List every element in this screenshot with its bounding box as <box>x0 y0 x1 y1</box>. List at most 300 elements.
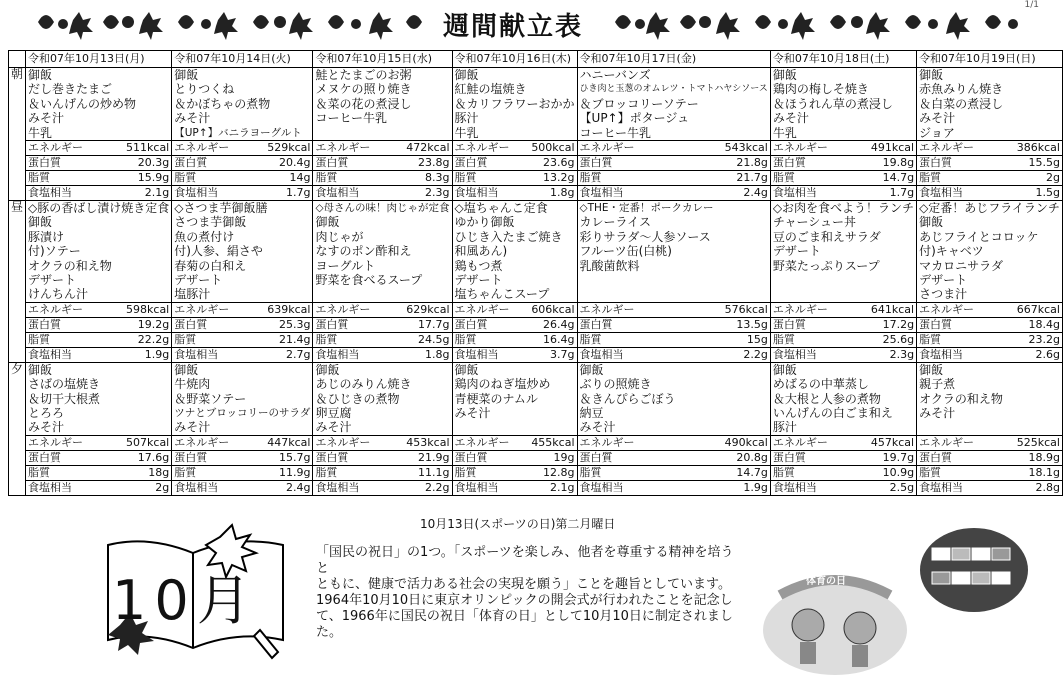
nutrient-label: エネルギー <box>452 141 516 156</box>
menu-item: 野菜を食べるスープ <box>315 272 423 287</box>
menu-item: ◇母さんの味！肉じゃが定食 <box>315 202 450 214</box>
nutrient-value: 606kcal <box>516 302 577 317</box>
nutrient-label: エネルギー <box>770 141 841 156</box>
menu-item: デザート <box>28 272 77 287</box>
nutrient-value: 17.6g <box>99 450 172 465</box>
menu-item: とりつくね <box>174 82 235 97</box>
nutrient-label: 脂質 <box>172 332 240 347</box>
nutrient-label: 食塩相当 <box>917 347 987 362</box>
nutrient-value: 21.8g <box>670 156 770 171</box>
nutrient-value: 453kcal <box>380 435 452 450</box>
nutrient-label: 蛋白質 <box>172 317 240 332</box>
menu-item: フルーツ缶(白桃) <box>579 244 672 259</box>
date-header: 令和07年10月16日(木) <box>452 51 577 68</box>
nutrient-label: 蛋白質 <box>26 450 100 465</box>
nutrient-label: 食塩相当 <box>577 480 670 495</box>
date-header: 令和07年10月18日(土) <box>770 51 916 68</box>
nutrient-label: 脂質 <box>26 171 100 186</box>
date-header-row <box>9 51 1063 68</box>
nutrient-value: 1.7g <box>240 186 313 201</box>
nutrient-value: 490kcal <box>670 435 770 450</box>
menu-item: なすのポン酢和え <box>315 244 412 259</box>
menu-item: ＆白菜の煮浸し <box>919 96 1004 111</box>
menu-item: デザート <box>174 272 223 287</box>
dinner-nutrient-row <box>9 435 1063 450</box>
menu-item: ぶりの照焼き <box>579 377 652 392</box>
corner-cell <box>9 51 26 68</box>
menu-item: 御飯 <box>28 68 53 82</box>
menu-item: 鶏肉の梅しそ焼き <box>772 82 869 97</box>
dinner-menu-cell <box>917 362 1063 435</box>
lunch-menu-cell <box>172 201 313 303</box>
dinner-menu-cell <box>26 362 172 435</box>
menu-item: 和風あん) <box>454 244 508 259</box>
nutrient-label: エネルギー <box>917 435 987 450</box>
nutrient-value: 3.7g <box>516 347 577 362</box>
nutrient-value: 1.7g <box>841 186 917 201</box>
holiday-line: ともに、健康で活力ある社会の実現を願う」ことを趣旨としています。 <box>316 577 731 592</box>
lunch-nutrient-row <box>9 332 1063 347</box>
nutrient-label: 食塩相当 <box>770 347 841 362</box>
nutrient-value: 21.4g <box>240 332 313 347</box>
lunch-menu-cell <box>577 201 770 303</box>
menu-item: 【UP↑】ポタージュ <box>579 111 690 126</box>
nutrient-label: エネルギー <box>577 302 670 317</box>
nutrient-label: 脂質 <box>577 171 670 186</box>
menu-item: 塩豚汁 <box>174 287 211 302</box>
menu-item: ◇THE・定番！ポークカレー <box>579 202 714 214</box>
nutrient-label: 蛋白質 <box>577 450 670 465</box>
nutrient-value: 2.4g <box>240 480 313 495</box>
nutrient-value: 457kcal <box>841 435 917 450</box>
menu-item: 牛乳 <box>454 125 479 140</box>
nutrient-value: 14.7g <box>841 171 917 186</box>
nutrient-label: エネルギー <box>577 141 670 156</box>
menu-item: 青梗菜のナムル <box>454 391 538 406</box>
nutrient-label: エネルギー <box>452 435 516 450</box>
menu-item: 野菜たっぷりスープ <box>772 258 880 273</box>
nutrient-label: 脂質 <box>26 332 100 347</box>
nutrient-label: 脂質 <box>172 465 240 480</box>
nutrient-label: 脂質 <box>313 465 381 480</box>
menu-item: ＆ブロッコリーソテー <box>579 96 699 111</box>
meal-period-label: 夕 <box>9 362 26 495</box>
flags-decoration <box>918 520 1030 615</box>
nutrient-value: 21.7g <box>670 171 770 186</box>
nutrient-value: 20.4g <box>240 156 313 171</box>
menu-item: みそ汁 <box>174 111 211 126</box>
nutrient-value: 18.4g <box>987 317 1063 332</box>
menu-item: 御飯 <box>772 362 797 377</box>
nutrient-value: 15.9g <box>99 171 172 186</box>
nutrient-value: 14.7g <box>670 465 770 480</box>
menu-item: 春菊の白和え <box>174 258 247 273</box>
menu-item: みそ汁 <box>919 405 956 420</box>
menu-item: ◇塩ちゃんこ定食 <box>454 201 548 215</box>
nutrient-label: 食塩相当 <box>26 480 100 495</box>
dinner-menu-cell <box>172 362 313 435</box>
meal-period-label: 昼 <box>9 201 26 363</box>
menu-item: メヌケの照り焼き <box>315 82 412 97</box>
nutrient-value: 2.8g <box>987 480 1063 495</box>
nutrient-value: 639kcal <box>240 302 313 317</box>
nutrient-label: エネルギー <box>172 435 240 450</box>
menu-item: 御飯 <box>919 362 944 377</box>
nutrient-value: 1.5g <box>987 186 1063 201</box>
menu-item: ＆いんげんの炒め物 <box>28 96 137 111</box>
nutrient-label: 蛋白質 <box>26 317 100 332</box>
menu-item: みそ汁 <box>174 420 211 435</box>
lunch-menu-cell <box>452 201 577 303</box>
nutrient-value: 641kcal <box>841 302 917 317</box>
menu-item: ヨーグルト <box>315 258 376 273</box>
nutrient-value: 23.8g <box>380 156 452 171</box>
menu-item: ひき肉と玉葱のオムレツ・トマトハヤシソース <box>579 84 768 95</box>
menu-item: ＆切干大根煮 <box>28 391 101 406</box>
nutrient-value: 386kcal <box>987 141 1063 156</box>
nutrient-label: エネルギー <box>313 302 381 317</box>
nutrient-value: 17.7g <box>380 317 452 332</box>
nutrient-value: 491kcal <box>841 141 917 156</box>
nutrient-value: 12.8g <box>516 465 577 480</box>
dinner-menu-row <box>9 362 1063 435</box>
dinner-menu-cell <box>577 362 770 435</box>
month-label: 10月 <box>112 569 259 632</box>
nutrient-value: 19.8g <box>841 156 917 171</box>
nutrient-label: エネルギー <box>172 302 240 317</box>
menu-item: 牛焼肉 <box>174 377 211 392</box>
menu-item: 御飯 <box>919 68 944 82</box>
nutrient-label: 脂質 <box>770 332 841 347</box>
nutrient-value: 20.8g <box>670 450 770 465</box>
nutrient-value: 576kcal <box>670 302 770 317</box>
page-title: 週間献立表 <box>442 12 583 42</box>
menu-item: いんげんの白ごま和え <box>772 405 893 420</box>
menu-item: ◇定番！あじフライランチ <box>919 201 1060 215</box>
nutrient-value: 447kcal <box>240 435 313 450</box>
lunch-menu-cell <box>26 201 172 303</box>
breakfast-menu-cell <box>770 68 916 141</box>
menu-item: 付)人参、絹さや <box>174 244 263 259</box>
nutrient-label: 食塩相当 <box>452 347 516 362</box>
menu-item: 紅鮭の塩焼き <box>454 82 527 97</box>
menu-item: みそ汁 <box>28 420 65 435</box>
menu-item: みそ汁 <box>315 420 352 435</box>
nutrient-label: 食塩相当 <box>452 480 516 495</box>
menu-item: 御飯 <box>772 68 797 82</box>
nutrient-value: 15g <box>670 332 770 347</box>
menu-item: ＆かぼちゃの煮物 <box>174 96 271 111</box>
nutrient-label: 蛋白質 <box>313 317 381 332</box>
menu-item: 親子煮 <box>919 377 956 392</box>
nutrient-label: エネルギー <box>770 435 841 450</box>
nutrient-value: 1.9g <box>99 347 172 362</box>
nutrient-value: 13.2g <box>516 171 577 186</box>
breakfast-menu-cell <box>26 68 172 141</box>
nutrient-label: 脂質 <box>452 332 516 347</box>
menu-item: みそ汁 <box>919 111 956 126</box>
nutrient-label: 食塩相当 <box>313 186 381 201</box>
nutrient-value: 2.1g <box>516 480 577 495</box>
nutrient-value: 2.4g <box>670 186 770 201</box>
banner-text: 体育の日 <box>806 576 846 587</box>
nutrient-value: 19g <box>516 450 577 465</box>
nutrient-label: 蛋白質 <box>770 317 841 332</box>
dinner-nutrient-row <box>9 465 1063 480</box>
breakfast-menu-cell <box>172 68 313 141</box>
page-number: 1/1 <box>1024 0 1039 10</box>
menu-item: 御飯 <box>315 215 340 230</box>
menu-item: 御飯 <box>174 68 199 82</box>
menu-item: ハニーバンズ <box>579 68 651 82</box>
nutrient-label: 蛋白質 <box>452 317 516 332</box>
nutrient-value: 2.2g <box>670 347 770 362</box>
nutrient-value: 22.2g <box>99 332 172 347</box>
menu-item: みそ汁 <box>28 111 65 126</box>
menu-item: ツナとブロッコリーのサラダ <box>174 406 311 419</box>
nutrient-label: 脂質 <box>452 171 516 186</box>
nutrient-value: 24.5g <box>380 332 452 347</box>
nutrient-value: 2.3g <box>841 347 917 362</box>
nutrient-value: 19.2g <box>99 317 172 332</box>
menu-item: みそ汁 <box>454 405 491 420</box>
menu-item: みそ汁 <box>579 420 616 435</box>
menu-item: デザート <box>772 244 821 259</box>
nutrient-label: 食塩相当 <box>917 480 987 495</box>
nutrient-label: エネルギー <box>26 141 100 156</box>
nutrient-label: 蛋白質 <box>577 156 670 171</box>
menu-item: あじフライとコロッケ <box>919 229 1039 244</box>
menu-item: だし巻きたまご <box>28 82 113 97</box>
menu-item: オクラの和え物 <box>28 258 112 273</box>
nutrient-value: 507kcal <box>99 435 172 450</box>
nutrient-value: 25.6g <box>841 332 917 347</box>
nutrient-label: 食塩相当 <box>26 186 100 201</box>
nutrient-label: 食塩相当 <box>452 186 516 201</box>
nutrient-value: 19.7g <box>841 450 917 465</box>
nutrient-value: 2g <box>99 480 172 495</box>
nutrient-value: 18g <box>99 465 172 480</box>
menu-item: デザート <box>919 272 968 287</box>
nutrient-label: エネルギー <box>26 435 100 450</box>
date-header: 令和07年10月13日(月) <box>26 51 172 68</box>
nutrient-label: エネルギー <box>917 141 987 156</box>
nutrient-label: 脂質 <box>26 465 100 480</box>
menu-item: 御飯 <box>174 362 199 377</box>
nutrient-value: 18.1g <box>987 465 1063 480</box>
menu-item: 納豆 <box>579 405 604 420</box>
header <box>0 0 1041 48</box>
nutrient-value: 10.9g <box>841 465 917 480</box>
nutrient-label: 脂質 <box>577 332 670 347</box>
breakfast-menu-cell <box>313 68 452 141</box>
nutrient-label: 脂質 <box>452 465 516 480</box>
nutrient-value: 11.1g <box>380 465 452 480</box>
nutrient-label: 蛋白質 <box>917 450 987 465</box>
menu-item: 御飯 <box>28 215 53 230</box>
nutrient-label: 脂質 <box>313 332 381 347</box>
holiday-line: 「国民の祝日」の1つ。「スポーツを楽しみ、他者を尊重する精神を培うと <box>316 545 734 576</box>
menu-item: ひじき入たまご焼き <box>454 229 563 244</box>
nutrient-label: 食塩相当 <box>172 347 240 362</box>
nutrient-label: エネルギー <box>577 435 670 450</box>
nutrient-label: 脂質 <box>770 465 841 480</box>
menu-item: 塩ちゃんこスープ <box>454 287 550 302</box>
nutrient-value: 15.7g <box>240 450 313 465</box>
nutrient-value: 543kcal <box>670 141 770 156</box>
nutrient-value: 26.4g <box>516 317 577 332</box>
breakfast-menu-cell <box>917 68 1063 141</box>
menu-item: あじのみりん焼き <box>315 377 412 392</box>
menu-item: 肉じゃが <box>315 229 364 244</box>
breakfast-menu-row <box>9 68 1063 141</box>
nutrient-value: 2g <box>987 171 1063 186</box>
menu-item: 御飯 <box>454 68 479 82</box>
nutrient-label: 蛋白質 <box>917 156 987 171</box>
menu-item: みそ汁 <box>772 111 809 126</box>
nutrient-value: 629kcal <box>380 302 452 317</box>
leaf-garland-icon <box>28 2 428 42</box>
nutrient-label: 脂質 <box>577 465 670 480</box>
lunch-nutrient-row <box>9 302 1063 317</box>
holiday-line: た。 <box>316 625 343 640</box>
menu-item: 牛乳 <box>28 125 53 140</box>
nutrient-label: 蛋白質 <box>313 450 381 465</box>
nutrient-value: 13.5g <box>670 317 770 332</box>
nutrient-value: 21.9g <box>380 450 452 465</box>
menu-item: めばるの中華蒸し <box>772 377 869 392</box>
nutrient-label: エネルギー <box>313 435 381 450</box>
nutrient-label: 蛋白質 <box>770 450 841 465</box>
nutrient-label: 脂質 <box>917 171 987 186</box>
menu-item: 赤魚みりん焼き <box>919 82 1004 97</box>
menu-item: コーヒー牛乳 <box>579 125 652 140</box>
nutrient-label: 脂質 <box>917 332 987 347</box>
nutrient-value: 1.9g <box>670 480 770 495</box>
breakfast-nutrient-row <box>9 156 1063 171</box>
holiday-line: て、1966年に国民の祝日「体育の日」として10月10日に制定されまし <box>316 609 733 624</box>
nutrient-label: エネルギー <box>770 302 841 317</box>
nutrient-label: 脂質 <box>917 465 987 480</box>
nutrient-value: 8.3g <box>380 171 452 186</box>
nutrient-label: 蛋白質 <box>26 156 100 171</box>
nutrient-label: 食塩相当 <box>172 186 240 201</box>
nutrient-label: 食塩相当 <box>26 347 100 362</box>
date-header: 令和07年10月15日(水) <box>313 51 452 68</box>
lunch-menu-row <box>9 201 1063 303</box>
weekly-menu-table <box>8 50 1063 496</box>
nutrient-value: 2.7g <box>240 347 313 362</box>
menu-item: ◇お肉を食べよう！ランチ <box>772 201 915 215</box>
lunch-menu-cell <box>313 201 452 303</box>
menu-item: 彩りサラダ～人参ソース <box>579 229 711 244</box>
menu-item: ◇さつま芋御飯膳 <box>174 201 268 215</box>
nutrient-label: エネルギー <box>172 141 240 156</box>
menu-item: ＆きんぴらごぼう <box>579 391 676 406</box>
holiday-line: 1964年10月10日に東京オリンピックの開会式が行われたことを記念し <box>316 593 733 608</box>
nutrient-label: 蛋白質 <box>577 317 670 332</box>
nutrient-value: 500kcal <box>516 141 577 156</box>
menu-item: デザート <box>454 272 503 287</box>
menu-item: 付)キャベツ <box>919 244 984 259</box>
nutrient-value: 23.6g <box>516 156 577 171</box>
nutrient-value: 455kcal <box>516 435 577 450</box>
nutrient-label: 食塩相当 <box>313 480 381 495</box>
nutrient-label: 食塩相当 <box>770 186 841 201</box>
menu-item: 鶏肉のねぎ塩炒め <box>454 377 551 392</box>
menu-item: 鮭とたまごのお粥 <box>315 68 412 82</box>
menu-item: ゆかり御飯 <box>454 215 515 230</box>
menu-item: 乳酸菌飲料 <box>579 258 640 273</box>
date-header: 令和07年10月17日(金) <box>577 51 770 68</box>
nutrient-label: 脂質 <box>313 171 381 186</box>
autumn-leaves-right-decoration <box>605 2 1025 42</box>
menu-item: さつま汁 <box>919 287 968 302</box>
menu-item: 卵豆腐 <box>315 405 352 420</box>
nutrient-label: エネルギー <box>917 302 987 317</box>
menu-item: 御飯 <box>454 362 479 377</box>
nutrient-value: 667kcal <box>987 302 1063 317</box>
date-header: 令和07年10月14日(火) <box>172 51 313 68</box>
dinner-menu-cell <box>313 362 452 435</box>
international-flags-icon <box>918 520 1030 615</box>
nutrient-value: 18.9g <box>987 450 1063 465</box>
nutrient-value: 2.5g <box>841 480 917 495</box>
menu-item: 鶏もつ煮 <box>454 258 503 273</box>
meal-period-label: 朝 <box>9 68 26 201</box>
nutrient-label: 食塩相当 <box>172 480 240 495</box>
nutrient-value: 2.3g <box>380 186 452 201</box>
holiday-note: 10月13日(スポーツの日)第二月曜日 <box>420 517 616 531</box>
breakfast-nutrient-row <box>9 186 1063 201</box>
nutrient-label: エネルギー <box>313 141 381 156</box>
holiday-description <box>316 545 736 641</box>
menu-item: ＆ほうれん草の煮浸し <box>772 96 893 111</box>
nutrient-label: 蛋白質 <box>452 156 516 171</box>
menu-item: マカロニサラダ <box>919 258 1003 273</box>
breakfast-menu-cell <box>577 68 770 141</box>
nutrient-value: 20.3g <box>99 156 172 171</box>
menu-item: 御飯 <box>579 362 604 377</box>
dinner-nutrient-row <box>9 450 1063 465</box>
menu-item: カレーライス <box>579 215 652 230</box>
lunch-nutrient-row <box>9 317 1063 332</box>
lunch-menu-cell <box>770 201 916 303</box>
menu-item: 牛乳 <box>772 125 797 140</box>
nutrient-value: 15.5g <box>987 156 1063 171</box>
breakfast-nutrient-row <box>9 141 1063 156</box>
nutrient-value: 16.4g <box>516 332 577 347</box>
nutrient-value: 1.8g <box>516 186 577 201</box>
dinner-menu-cell <box>770 362 916 435</box>
menu-item: コーヒー牛乳 <box>315 111 387 126</box>
lunch-menu-cell <box>917 201 1063 303</box>
nutrient-value: 23.2g <box>987 332 1063 347</box>
menu-item: 豚漬け <box>28 229 65 244</box>
nutrient-value: 17.2g <box>841 317 917 332</box>
nutrient-label: 蛋白質 <box>172 450 240 465</box>
nutrient-value: 598kcal <box>99 302 172 317</box>
nutrient-label: 脂質 <box>172 171 240 186</box>
nutrient-label: エネルギー <box>452 302 516 317</box>
nutrient-value: 525kcal <box>987 435 1063 450</box>
nutrient-label: 食塩相当 <box>313 347 381 362</box>
nutrient-value: 11.9g <box>240 465 313 480</box>
nutrient-value: 511kcal <box>99 141 172 156</box>
menu-item: 【UP↑】バニラヨーグルト <box>174 126 302 139</box>
nutrient-label: 食塩相当 <box>577 347 670 362</box>
menu-item: ＆ひじきの煮物 <box>315 391 400 406</box>
